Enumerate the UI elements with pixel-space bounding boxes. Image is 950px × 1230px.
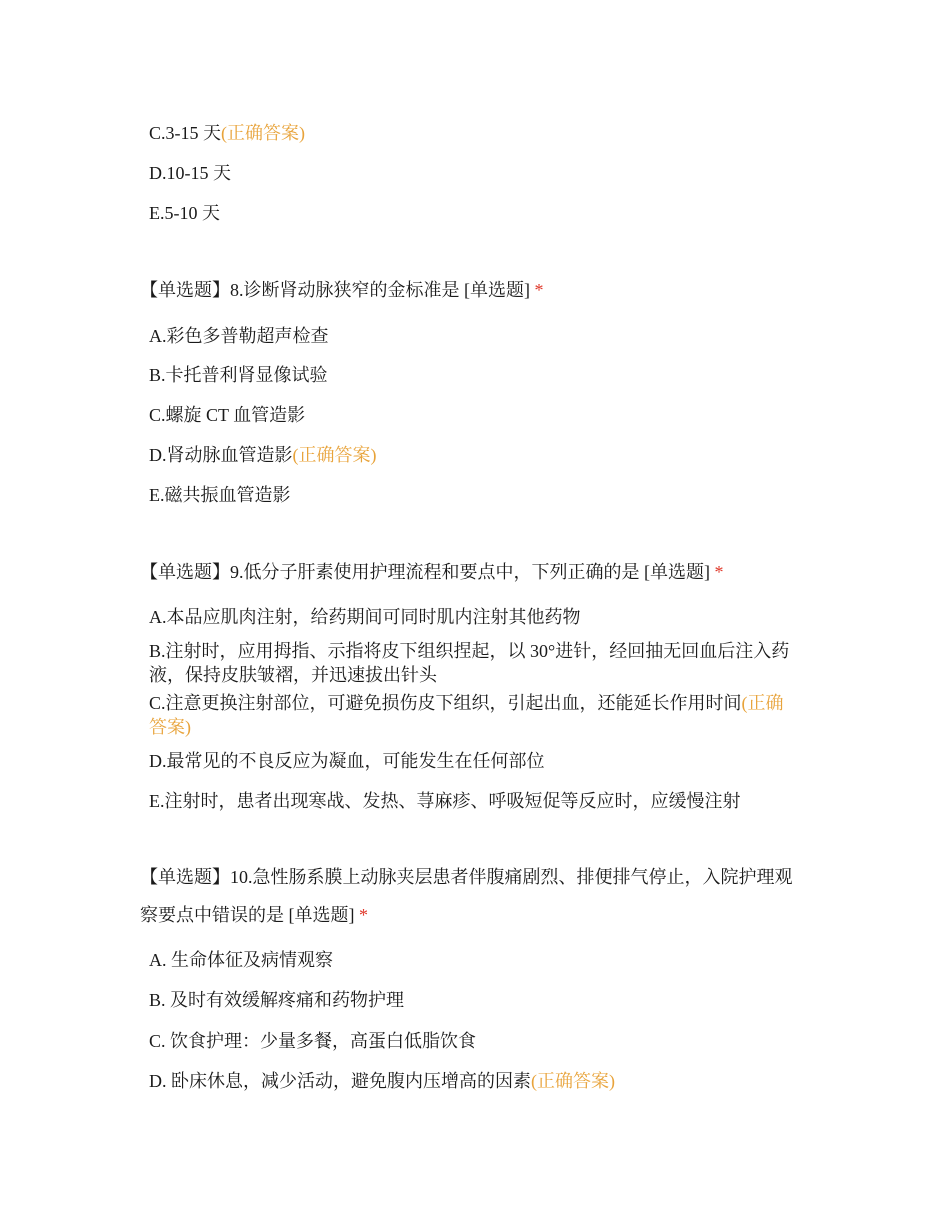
option-text: A.彩色多普勒超声检查 <box>149 326 329 346</box>
option-text: E.注射时，患者出现寒战、发热、荨麻疹、呼吸短促等反应时，应缓慢注射 <box>149 791 741 811</box>
correct-answer-mark: (正确答案) <box>531 1071 615 1091</box>
question-text: 10.急性肠系膜上动脉夹层患者伴腹痛剧烈、排便排气停止，入院护理观察要点中错误的是 [单选题] <box>140 867 793 925</box>
q8-option-d <box>149 443 809 467</box>
option-text: A.本品应肌肉注射，给药期间可同时肌内注射其他药物 <box>149 607 581 627</box>
option-d-prev <box>149 161 809 185</box>
required-mark: * <box>534 280 544 300</box>
correct-answer-mark: (正确答案) <box>149 693 784 737</box>
option-text: E.磁共振血管造影 <box>149 485 291 505</box>
question-text: 8.诊断肾动脉狭窄的金标准是 [单选题] <box>230 280 530 300</box>
correct-answer-mark: (正确答案) <box>292 445 377 465</box>
option-text: C.3-15 天 <box>149 123 221 143</box>
q9-option-d <box>149 749 809 773</box>
option-text: B.卡托普利肾显像试验 <box>149 365 328 385</box>
question-9-title <box>140 560 820 584</box>
q10-option-d <box>149 1069 809 1093</box>
q9-option-c <box>149 691 799 739</box>
q9-option-b <box>149 639 799 687</box>
required-mark: * <box>359 905 368 925</box>
option-c-prev <box>149 121 809 145</box>
question-type-prefix: 【单选题】 <box>140 280 230 300</box>
q9-option-a <box>149 605 809 629</box>
required-mark: * <box>714 562 724 582</box>
option-text: D. 卧床休息，减少活动，避免腹内压增高的因素 <box>149 1071 531 1091</box>
option-text: B.注射时，应用拇指、示指将皮下组织捏起，以 30°进针，经回抽无回血后注入药液，保持皮肤皱褶，并迅速拔出针头 <box>149 641 790 685</box>
option-text: D.最常见的不良反应为凝血，可能发生在任何部位 <box>149 751 545 771</box>
q8-option-b <box>149 363 809 387</box>
q8-option-a <box>149 324 809 348</box>
option-text: D.10-15 天 <box>149 163 231 183</box>
correct-answer-mark: (正确答案) <box>221 123 305 143</box>
question-text: 9.低分子肝素使用护理流程和要点中，下列正确的是 [单选题] <box>230 562 710 582</box>
question-type-prefix: 【单选题】 <box>140 867 230 887</box>
q8-option-c <box>149 403 809 427</box>
question-type-prefix: 【单选题】 <box>140 562 230 582</box>
option-text: C. 饮食护理：少量多餐，高蛋白低脂饮食 <box>149 1031 477 1051</box>
q10-option-b <box>149 988 809 1012</box>
option-text: C.螺旋 CT 血管造影 <box>149 405 306 425</box>
option-text: D.肾动脉血管造影 <box>149 445 293 465</box>
option-text: B. 及时有效缓解疼痛和药物护理 <box>149 990 405 1010</box>
q10-option-a <box>149 948 809 972</box>
question-10-title <box>140 858 810 934</box>
option-text: E.5-10 天 <box>149 203 220 223</box>
option-text: A. 生命体征及病情观察 <box>149 950 333 970</box>
q10-option-c <box>149 1029 809 1053</box>
q9-option-e <box>149 789 809 813</box>
option-text: C.注意更换注射部位，可避免损伤皮下组织，引起出血，还能延长作用时间 <box>149 693 742 713</box>
q8-option-e <box>149 483 809 507</box>
option-e-prev <box>149 201 809 225</box>
question-8-title <box>140 278 820 302</box>
